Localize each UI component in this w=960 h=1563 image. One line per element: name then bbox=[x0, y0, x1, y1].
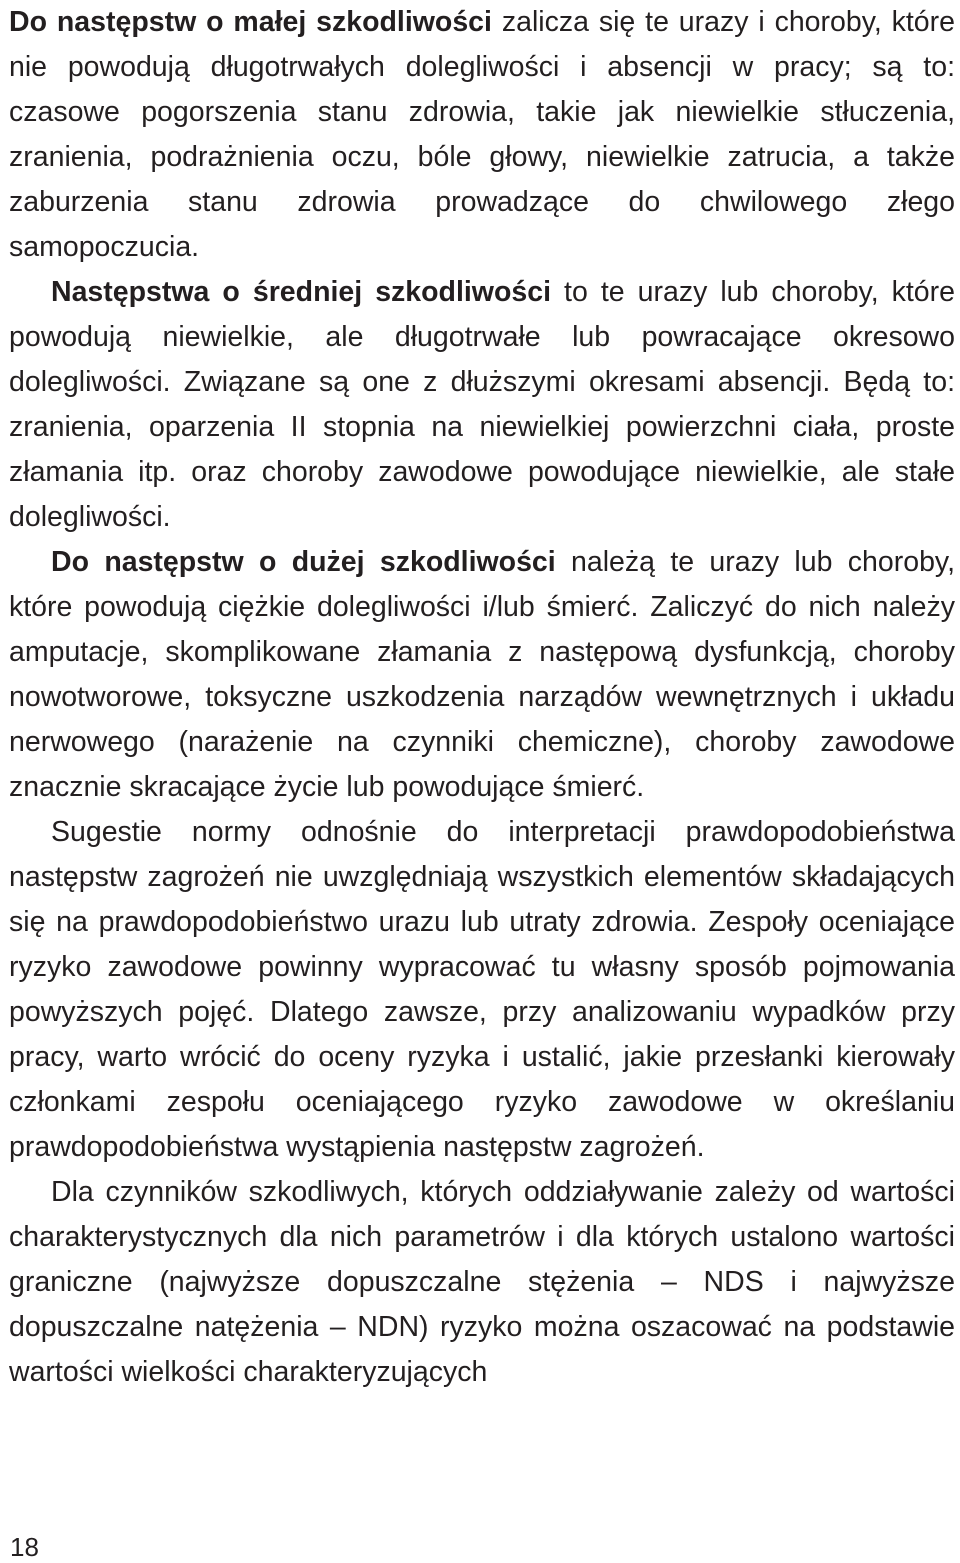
paragraph-small-harm bbox=[9, 0, 955, 270]
paragraph-medium-harm bbox=[9, 270, 955, 540]
paragraph-text: należą te urazy lub choroby, które powodują ciężkie dolegliwości i/lub śmierć. Zaliczyć do nich należy amputacje, skomplikowane złamania z następową dysfunkcją, choroby nowotworowe, toksyczne uszkodzenia narządów wewnętrznych i układu nerwowego (narażenie na czynniki chemiczne), choroby zawodowe znacznie skracające życie lub powodujące śmierć. bbox=[9, 546, 955, 803]
paragraph-text: zalicza się te urazy i choroby, które nie powodują długotrwałych dolegliwości i absencji w pracy; są to: czasowe pogorszenia stanu zdrowia, takie jak niewielkie stłuczenia, zranienia, podrażnienia oczu, bóle głowy, niewielkie zatrucia, a także zaburzenia stanu zdrowia prowadzące do chwilowego złego samopoczucia. bbox=[9, 6, 956, 263]
page-number: 18 bbox=[10, 1532, 39, 1562]
term-small-harm: Do następstw o małej szkodliwości bbox=[9, 6, 492, 38]
document-page bbox=[9, 0, 955, 1395]
paragraph-harmful-factors bbox=[9, 1170, 955, 1395]
paragraph-text: Dla czynników szkodliwych, których oddziaływanie zależy od wartości charakterystycznych dla nich parametrów i dla których ustalono wartości graniczne (najwyższe dopuszczalne stężenia – NDS i najwyższe dopuszczalne natężenia – NDN) ryzyko można oszacować na podstawie wartości wielkości charakteryzujących bbox=[9, 1176, 955, 1388]
term-medium-harm: Następstwa o średniej szkodliwości bbox=[51, 276, 551, 308]
term-high-harm: Do następstw o dużej szkodliwości bbox=[51, 546, 556, 578]
paragraph-text: Sugestie normy odnośnie do interpretacji prawdopodobieństwa następstw zagrożeń nie uwzględniają wszystkich elementów składających się na prawdopodobieństwo urazu lub utraty zdrowia. Zespoły oceniające ryzyko zawodowe powinny wypracować tu własny sposób pojmowania powyższych pojęć. Dlatego zawsze, przy analizowaniu wypadków przy pracy, warto wrócić do oceny ryzyka i ustalić, jakie przesłanki kierowały członkami zespołu oceniającego ryzyko zawodowe w określaniu prawdopodobieństwa wystąpienia następstw zagrożeń. bbox=[9, 816, 955, 1163]
paragraph-high-harm bbox=[9, 540, 955, 810]
paragraph-text: to te urazy lub choroby, które powodują niewielkie, ale długotrwałe lub powracające okresowo dolegliwości. Związane są one z dłuższymi okresami absencji. Będą to: zranienia, oparzenia II stopnia na niewielkiej powierzchni ciała, proste złamania itp. oraz choroby zawodowe powodujące niewielkie, ale stałe dolegliwości. bbox=[9, 276, 956, 533]
paragraph-probability bbox=[9, 810, 955, 1170]
